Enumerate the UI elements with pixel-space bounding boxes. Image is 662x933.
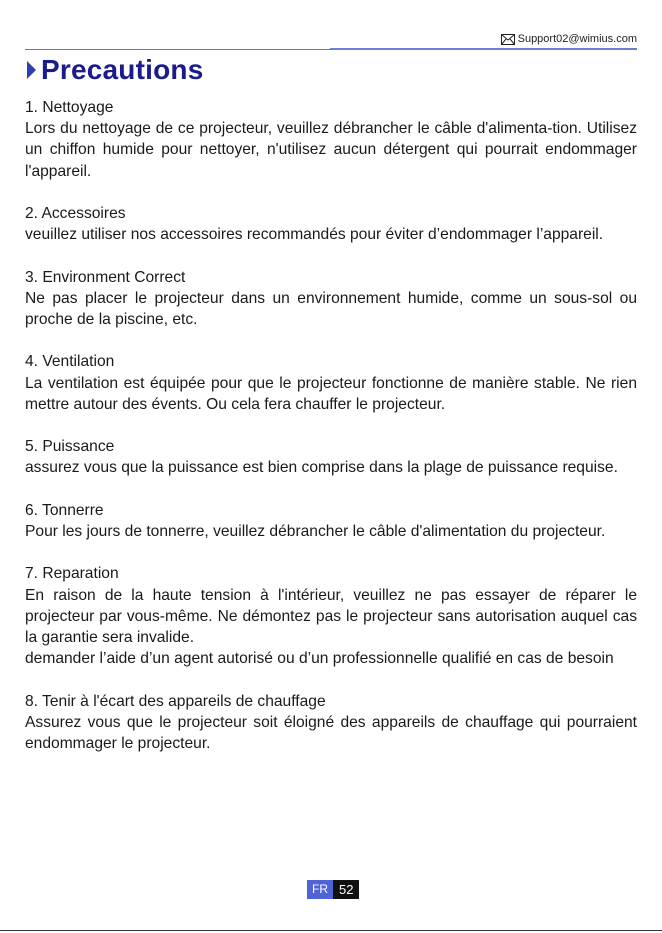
precaution-section — [25, 500, 637, 542]
support-email[interactable] — [501, 33, 637, 45]
precaution-section — [25, 563, 637, 669]
page-number: 52 — [333, 880, 359, 899]
page-footer — [307, 880, 359, 899]
section-title: 1. Nettoyage — [25, 99, 114, 116]
section-paragraph: La ventilation est équipée pour que le projecteur fonctionne de manière stable. Ne rien mettre autour des évents. Ou cela fera chauffer le projecteur. — [25, 374, 637, 413]
section-paragraph: Assurez vous que le projecteur soit éloigné des appareils de chauffage qui pourraient endommager le projecteur. — [25, 713, 637, 752]
precaution-section — [25, 203, 637, 245]
section-title: 2. Accessoires — [25, 205, 126, 222]
language-badge: FR — [307, 880, 333, 899]
precaution-section — [25, 97, 637, 182]
section-title: 5. Puissance — [25, 438, 115, 456]
envelope-icon — [501, 34, 515, 45]
section-title: 7. Reparation — [25, 565, 119, 583]
section-paragraph: Lors du nettoyage de ce projecteur, veuillez débrancher le câble d'alimenta-tion. Utilisez un chiffon humide pour nettoyer, n'utilisez aucun détergent qui pourrait endommager l'appareil. — [25, 120, 637, 180]
page-title-text: Precautions — [41, 54, 204, 85]
header-accent-rule — [330, 48, 637, 50]
section-title: 3. Environment Correct — [25, 268, 186, 286]
precaution-section — [25, 267, 637, 331]
section-paragraph: Pour les jours de tonnerre, veuillez débrancher le câble d'alimentation du projecteur. — [25, 522, 606, 540]
support-email-text: Support02@wimius.com — [517, 33, 637, 45]
precaution-section — [25, 351, 637, 415]
page-title — [25, 54, 203, 86]
header-rule — [25, 49, 330, 50]
section-paragraph: En raison de la haute tension à l'intérieur, veuillez ne pas essayer de réparer le projecteur par vous-même. Ne démontez pas le projecteur sans autorisation auquel cas la garantie sera invalide. — [25, 586, 637, 646]
section-title: 6. Tonnerre — [25, 501, 104, 519]
triangle-marker-icon — [25, 59, 37, 81]
bottom-rule — [0, 930, 662, 931]
section-paragraph: assurez vous que la puissance est bien comprise dans la plage de puissance requise. — [25, 459, 618, 477]
section-title: 8. Tenir à l'écart des appareils de chauffage — [25, 692, 326, 710]
precautions-content — [25, 97, 637, 775]
section-paragraph: Ne pas placer le projecteur dans un environnement humide, comme un sous-sol ou proche de la piscine, etc. — [25, 289, 637, 328]
section-paragraph: veuillez utiliser nos accessoires recommandés pour éviter d’endommager l’appareil. — [25, 226, 604, 244]
section-title: 4. Ventilation — [25, 353, 115, 371]
precaution-section — [25, 691, 637, 755]
section-paragraph: demander l’aide d’un agent autorisé ou d’un professionnelle qualifié en cas de besoin — [25, 650, 614, 668]
precaution-section — [25, 436, 637, 478]
